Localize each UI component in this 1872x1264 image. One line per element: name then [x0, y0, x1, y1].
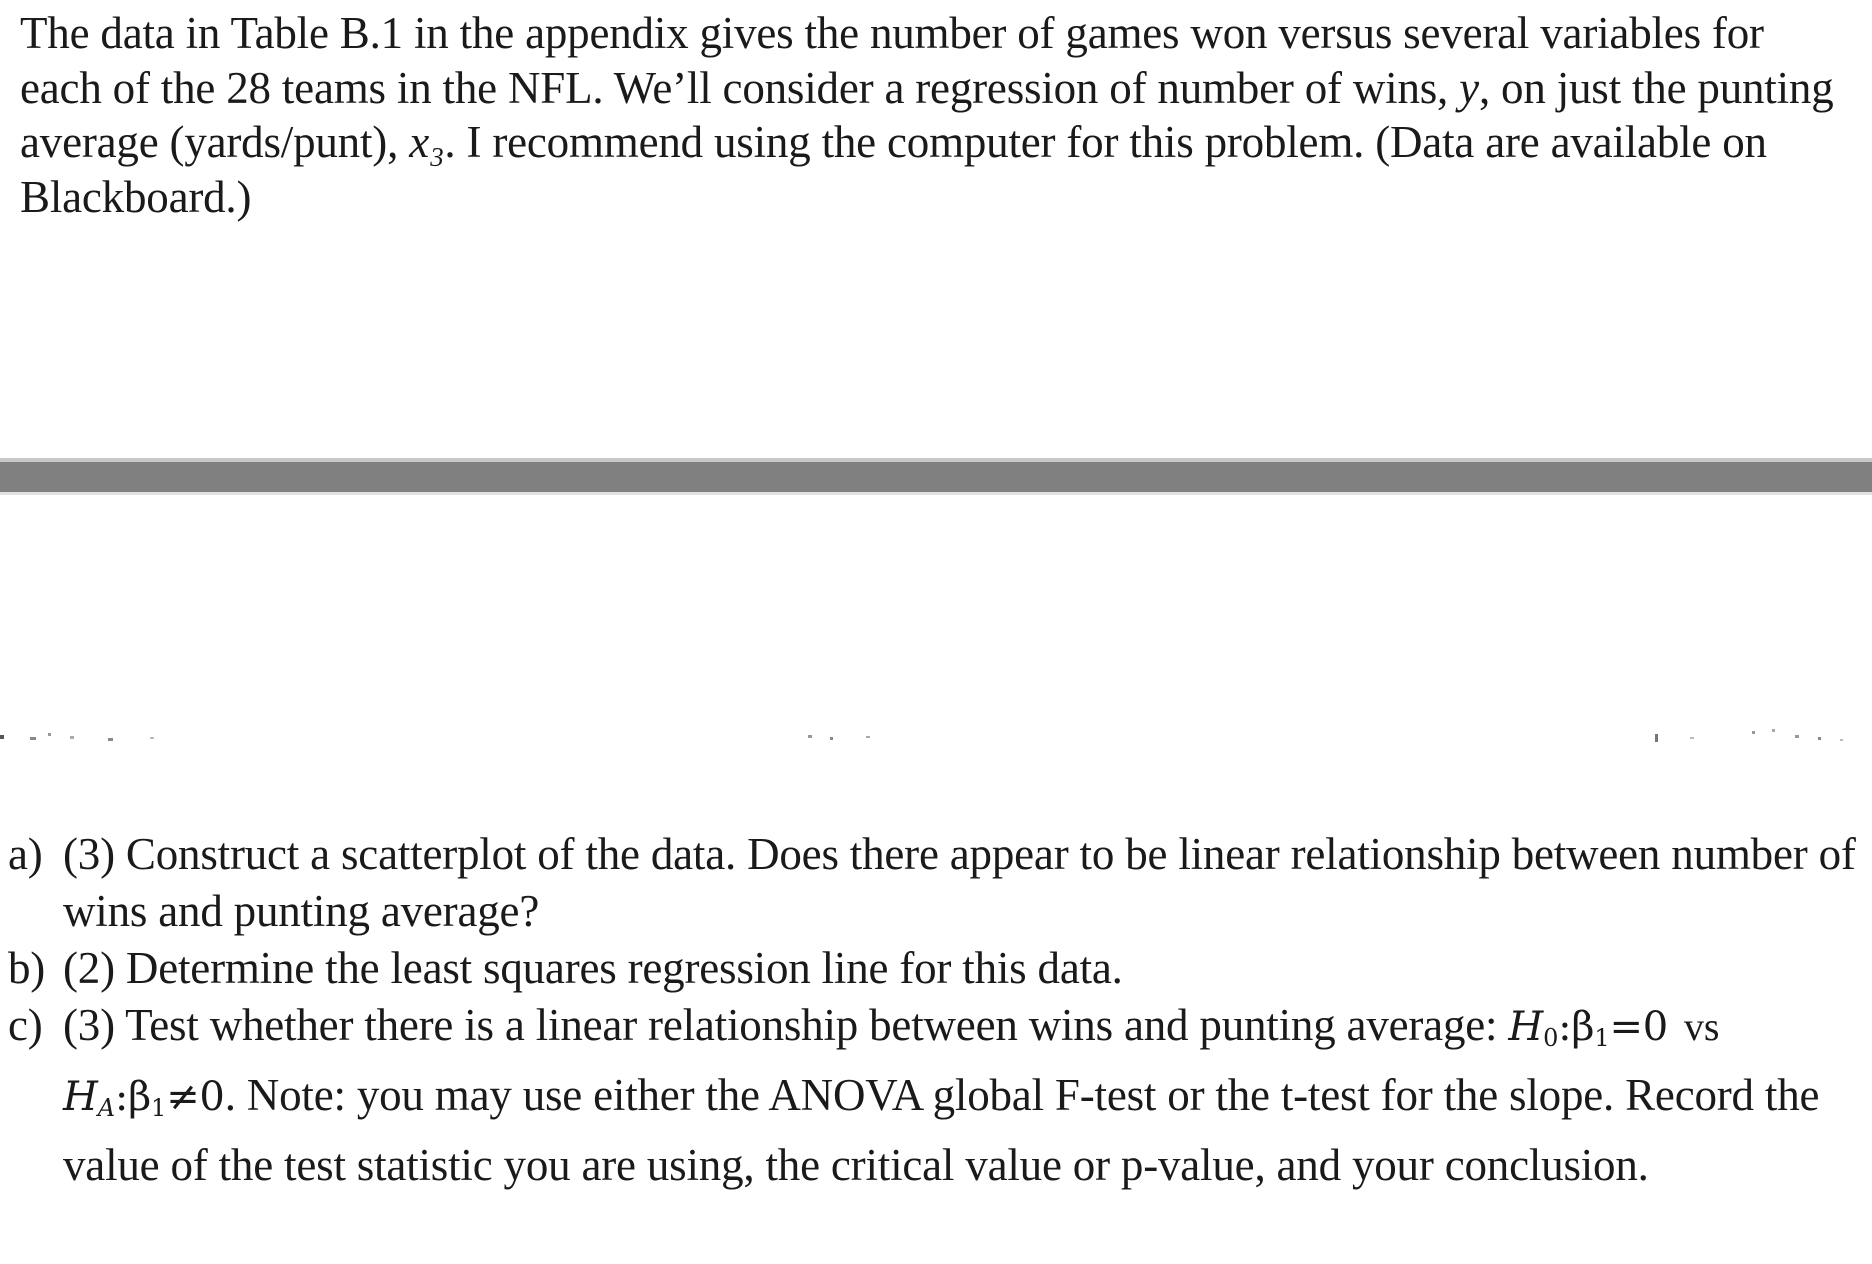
question-a	[8, 826, 1858, 940]
question-b	[8, 940, 1858, 997]
variable-x3: x₃	[409, 117, 445, 167]
variable-y: y	[1459, 62, 1479, 113]
question-c	[8, 997, 1858, 1194]
question-label: b)	[8, 943, 46, 993]
question-label: c)	[8, 1000, 43, 1050]
intro-text-2: , on just the punting average (yards/punt),	[20, 62, 1834, 167]
alternative-hypothesis: $H_A:\beta_1\ne 0$	[63, 1074, 225, 1122]
null-hypothesis: $H_0:\beta_1=0$	[1508, 1004, 1669, 1052]
scan-divider-bar	[0, 458, 1872, 492]
question-text: (3) Test whether there is a linear relationship between wins and punting average:	[63, 1000, 1509, 1050]
question-text: (3) Construct a scatterplot of the data. Does there appear to be linear relationship between number of wins and punting average?	[63, 829, 1856, 936]
problem-intro	[20, 6, 1850, 224]
question-list	[8, 826, 1858, 1194]
question-label: a)	[8, 829, 43, 879]
intro-text-3: . I recommend using the computer for this problem. (Data are available on Blackboard.)	[20, 117, 1767, 222]
question-text: (2) Determine the least squares regression line for this data.	[63, 943, 1123, 993]
vs-label: vs	[1684, 1004, 1720, 1049]
question-text-continued: . Note: you may use either the ANOVA global F-test or the t-test for the slope. Record the value of the test statistic you are using, the critical value or p-value, and your conclusion.	[63, 1070, 1820, 1190]
scan-artifact-specks	[0, 725, 1872, 755]
intro-text-1: The data in Table B.1 in the appendix gives the number of games won versus several variables for each of the 28 teams in the NFL. We’ll consider a regression of number of wins,	[20, 8, 1764, 113]
